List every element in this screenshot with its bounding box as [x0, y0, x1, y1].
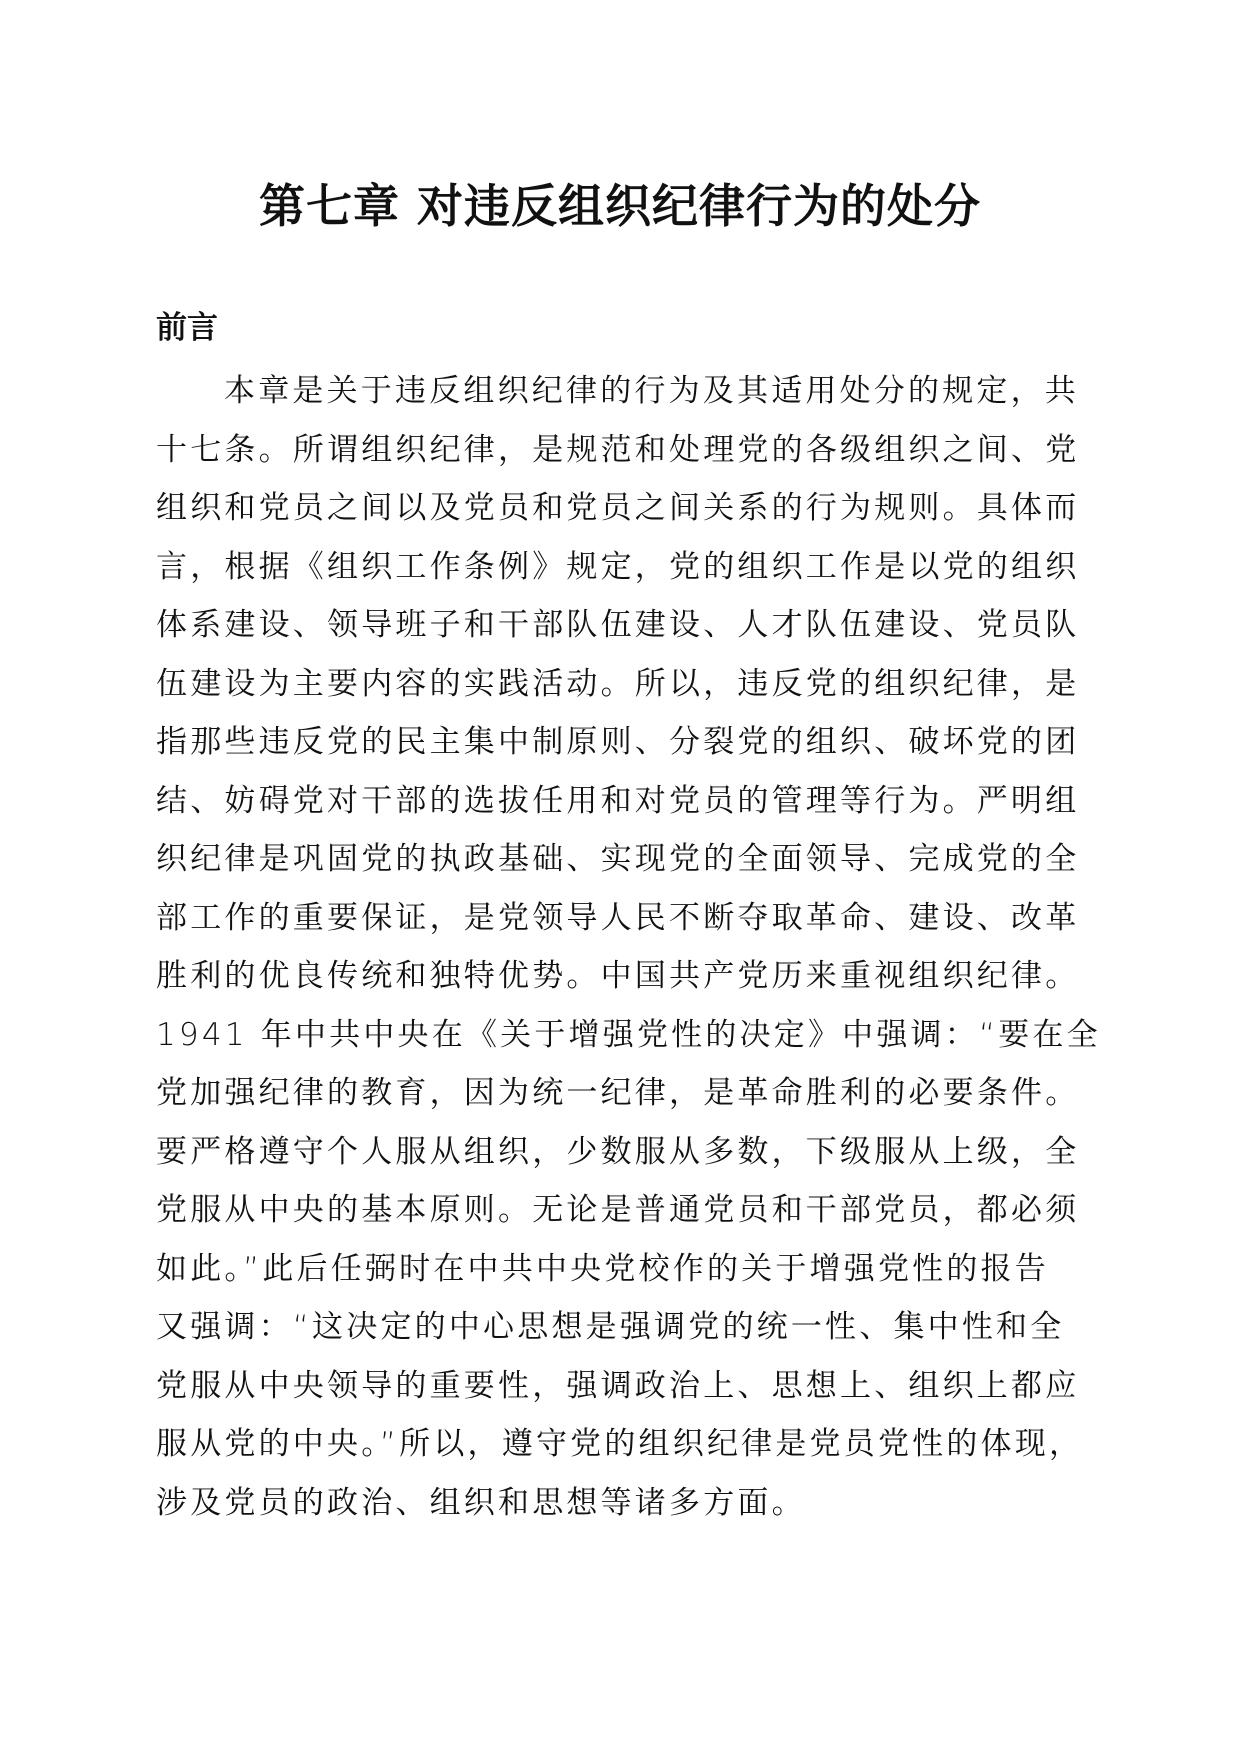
paragraph-line: 党服从中央领导的重要性，强调政治上、思想上、组织上都应 [156, 1367, 1080, 1404]
paragraph-line: 指那些违反党的民主集中制原则、分裂党的组织、破坏党的团 [156, 724, 1080, 760]
paragraph-line: 言，根据《组织工作条例》规定，党的组织工作是以党的组织 [156, 548, 1080, 585]
paragraph-line: 党加强纪律的教育，因为统一纪律，是革命胜利的必要条件。 [156, 1075, 1080, 1111]
paragraph-line: 党服从中央的基本原则。无论是普通党员和干部党员，都必须 [156, 1192, 1080, 1228]
paragraph-line: 1941 年中共中央在《关于增强党性的决定》中强调：“要在全 [156, 1016, 1101, 1053]
paragraph-line: 涉及党员的政治、组织和思想等诸多方面。 [156, 1484, 806, 1521]
paragraph-line: 织纪律是巩固党的执政基础、实现党的全面领导、完成党的全 [156, 841, 1080, 877]
paragraph-line: 又强调：“这决定的中心思想是强调党的统一性、集中性和全 [156, 1309, 1065, 1345]
paragraph-line: 要严格遵守个人服从组织，少数服从多数，下级服从上级，全 [156, 1133, 1080, 1170]
paragraph-line: 本章是关于违反组织纪律的行为及其适用处分的规定，共 [224, 373, 1079, 409]
paragraph-line: 服从党的中央。”所以，遵守党的组织纪律是党员党性的体现， [156, 1426, 1084, 1462]
paragraph-line: 结、妨碍党对干部的选拔任用和对党员的管理等行为。严明组 [156, 782, 1080, 819]
paragraph-line: 组织和党员之间以及党员和党员之间关系的行为规则。具体而 [156, 490, 1080, 526]
section-heading: 前言 [156, 310, 218, 346]
paragraph-line: 十七条。所谓组织纪律，是规范和处理党的各级组织之间、党 [156, 431, 1080, 468]
paragraph-line: 胜利的优良传统和独特优势。中国共产党历来重视组织纪律。 [156, 958, 1080, 994]
paragraph-line: 部工作的重要保证，是党领导人民不断夺取革命、建设、改革 [156, 899, 1080, 936]
paragraph-line: 如此。”此后任弼时在中共中央党校作的关于增强党性的报告 [156, 1250, 1049, 1287]
body-paragraph [156, 362, 1101, 1532]
paragraph-line: 伍建设为主要内容的实践活动。所以，违反党的组织纪律，是 [156, 665, 1080, 702]
paragraph-line: 体系建设、领导班子和干部队伍建设、人才队伍建设、党员队 [156, 607, 1080, 643]
chapter-title: 第七章 对违反组织纪律行为的处分 [258, 179, 981, 233]
